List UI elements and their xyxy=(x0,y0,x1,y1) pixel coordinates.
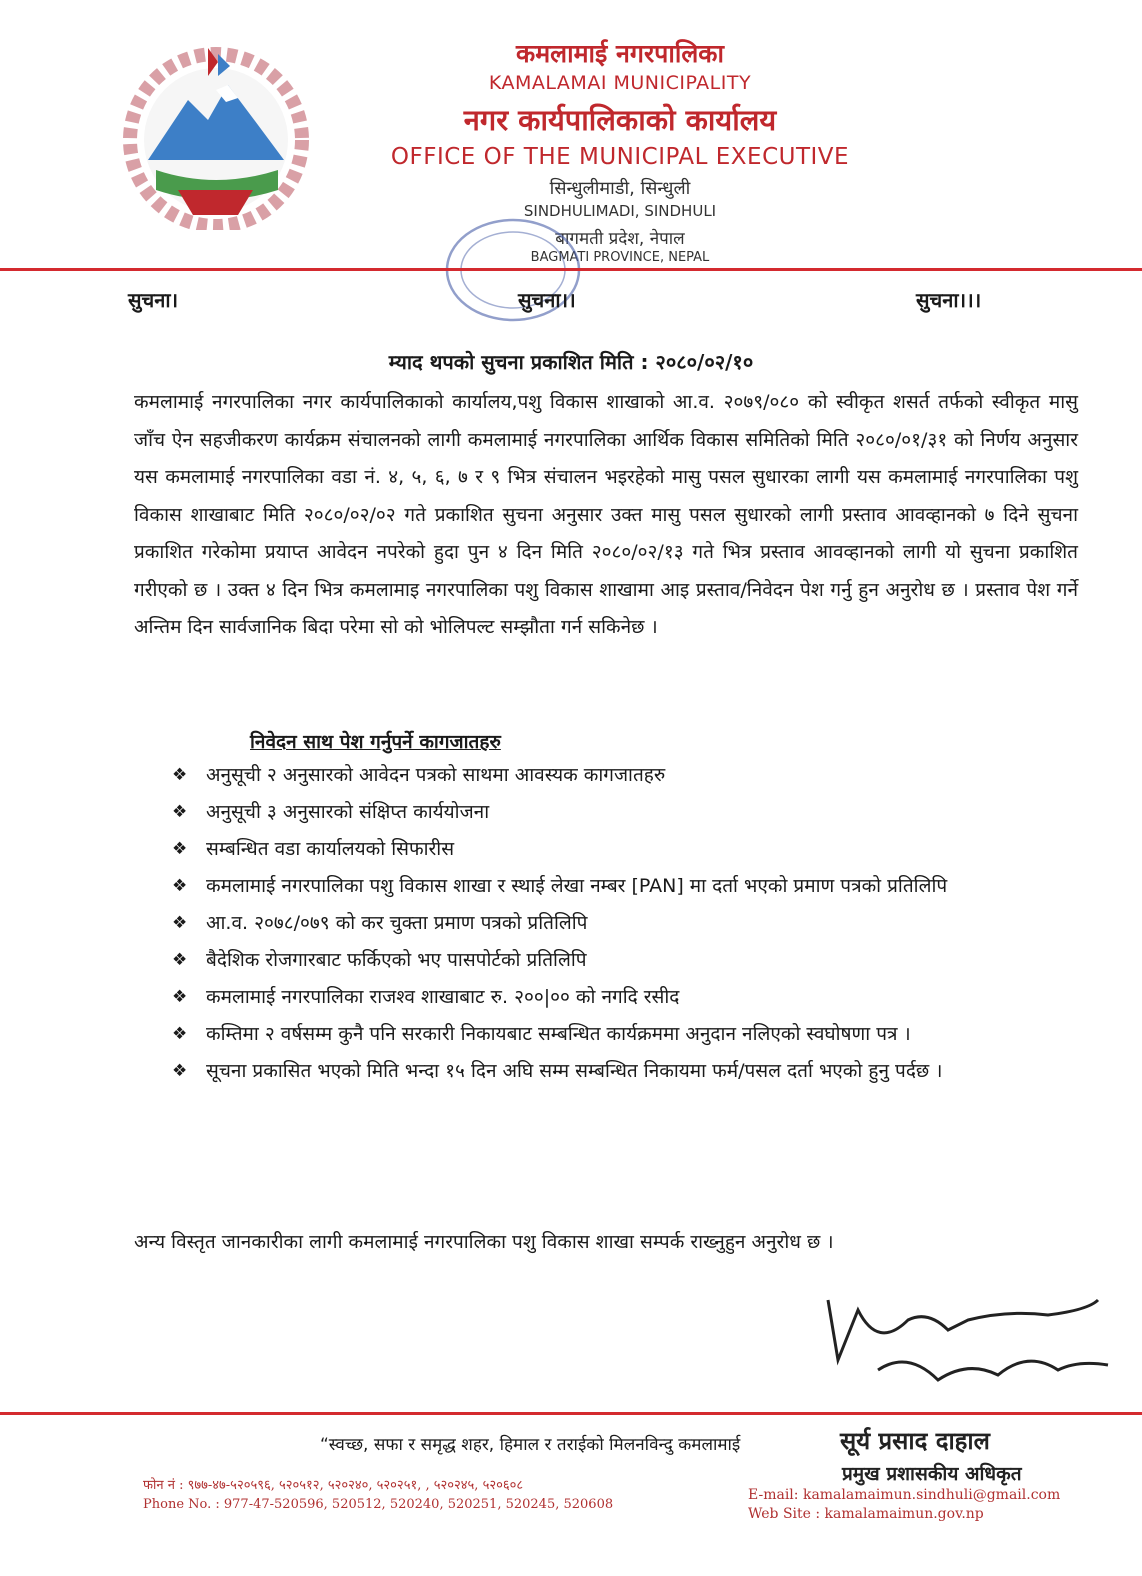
list-item: ❖ अनुसूची ३ अनुसारको संक्षिप्त कार्ययोजना xyxy=(172,795,1078,830)
phone-en: Phone No. : 977-47-520596, 520512, 520240, 520251, 520245, 520608 xyxy=(143,1497,614,1512)
list-item: ❖ कमलामाई नगरपालिका पशु विकास शाखा र स्थाई लेखा नम्बर [PAN] मा दर्ता भएको प्रमाण पत्रको प्रतिलिपि xyxy=(172,869,1078,904)
footer-motto: “स्वच्छ, सफा र समृद्ध शहर, हिमाल र तराईको मिलनविन्दु कमलामाई xyxy=(320,1435,741,1455)
diamond-bullet-icon: ❖ xyxy=(172,913,188,933)
notice-label-left: सुचना। xyxy=(128,288,179,312)
diamond-bullet-icon: ❖ xyxy=(172,950,188,970)
website-link[interactable]: Web Site : kamalamaimun.gov.np xyxy=(748,1506,984,1522)
header-divider xyxy=(0,268,1142,271)
notice-title: म्याद थपको सुचना प्रकाशित मिति : २०८०/०२/१० xyxy=(388,350,754,374)
diamond-bullet-icon: ❖ xyxy=(172,987,188,1007)
office-name-np: नगर कार्यपालिकाको कार्यालय xyxy=(463,103,777,137)
list-item: ❖ बैदेशिक रोजगारबाट फर्किएको भए पासपोर्टको प्रतिलिपि xyxy=(172,943,1078,978)
diamond-bullet-icon: ❖ xyxy=(172,839,188,859)
diamond-bullet-icon: ❖ xyxy=(172,1024,188,1044)
province-en: BAGMATI PROVINCE, NEPAL xyxy=(530,250,710,265)
diamond-bullet-icon: ❖ xyxy=(172,1061,188,1081)
handwritten-signature xyxy=(818,1290,1118,1410)
footer-divider xyxy=(0,1412,1142,1415)
place-np: सिन्धुलीमाडी, सिन्धुली xyxy=(549,178,691,199)
email-link[interactable]: E-mail: kamalamaimun.sindhuli@gmail.com xyxy=(748,1487,1061,1503)
diamond-bullet-icon: ❖ xyxy=(172,876,188,896)
notice-body: कमलामाई नगरपालिका नगर कार्यपालिकाको कार्यालय,पशु विकास शाखाको आ.व. २०७९/०८० को स्वीकृत शसर्त तर्फको स्वीकृत मासु जाँच ऐन सहजीकरण कार्यक्रम संचालनको लागी कमलामाई नगरपालिका आर्थिक विकास समितिको मिति २०८०/०१/३१ को निर्णय अनुसार यस कमलामाई नगरपालिका वडा नं. ४, ५, ६, ७ र ९ भित्र संचालन भइरहेको मासु पसल सुधारका लागी यस कमलामाई नगरपालिका पशु विकास शाखाबाट मिति २०८०/०२/०२ गते प्रकाशित सुचना अनुसार उक्त मासु पसल सुधारको लागी प्रस्ताव आवव्हानको ७ दिने सुचना प्रकाशित गरेकोमा प्रयाप्त आवेदन नपरेको हुदा पुन ४ दिन मिति २०८०/०२/१३ गते भित्र प्रस्ताव आवव्हानको लागी यो सुचना प्रकाशित गरीएको छ । उक्त ४ दिन भित्र कमलामाइ नगरपालिका पशु विकास शाखामा आइ प्रस्ताव/निवेदन पेश गर्नु हुन अनुरोध छ । प्रस्ताव पेश गर्ने अन्तिम दिन सार्वजानिक बिदा परेमा सो को भोलिपल्ट सम्झौता गर्न सकिनेछ । xyxy=(134,391,1078,638)
diamond-bullet-icon: ❖ xyxy=(172,765,188,785)
office-name-en: OFFICE OF THE MUNICIPAL EXECUTIVE xyxy=(390,144,850,170)
signatory-title: प्रमुख प्रशासकीय अधिकृत xyxy=(842,1463,1022,1485)
list-item: ❖ सूचना प्रकासित भएको मिति भन्दा १५ दिन अघि सम्म सम्बन्धित निकायमा फर्म/पसल दर्ता भएको हुनु पर्दछ । xyxy=(172,1054,1078,1089)
notice-label-right: सुचना।।। xyxy=(916,288,982,312)
place-en: SINDHULIMADI, SINDHULI xyxy=(523,202,717,220)
list-item: ❖ कम्तिमा २ वर्षसम्म कुनै पनि सरकारी निकायबाट सम्बन्धित कार्यक्रममा अनुदान नलिएको स्वघोषणा पत्र । xyxy=(172,1017,1078,1052)
requirements-list xyxy=(172,758,1078,1091)
list-item: ❖ अनुसूची २ अनुसारको आवेदन पत्रको साथमा आवस्यक कागजातहरु xyxy=(172,758,1078,793)
phone-np: फोन नं : ९७७-४७-५२०५९६, ५२०५१२, ५२०२४०, ५२०२५१, , ५२०२४५, ५२०६०८ xyxy=(143,1478,524,1493)
province-np: बागमती प्रदेश, नेपाल xyxy=(555,229,685,249)
requirements-heading: निवेदन साथ पेश गर्नुपर्ने कागजातहरु xyxy=(250,731,501,753)
signatory-name: सूर्य प्रसाद दाहाल xyxy=(840,1427,990,1455)
municipality-name-en: KAMALAMAI MUNICIPALITY xyxy=(488,72,752,94)
footer-contact xyxy=(748,1486,1060,1524)
notice-label-center: सुचना।। xyxy=(518,288,576,312)
list-item: ❖ सम्बन्धित वडा कार्यालयको सिफारीस xyxy=(172,832,1078,867)
diamond-bullet-icon: ❖ xyxy=(172,802,188,822)
municipality-name-np: कमलामाई नगरपालिका xyxy=(516,39,724,68)
list-item: ❖ आ.व. २०७८/०७९ को कर चुक्ता प्रमाण पत्रको प्रतिलिपि xyxy=(172,906,1078,941)
list-item: ❖ कमलामाई नगरपालिका राजश्व शाखाबाट रु. २००|०० को नगदि रसीद xyxy=(172,980,1078,1015)
footer-phone xyxy=(143,1476,613,1514)
closing-request: अन्य विस्तृत जानकारीका लागी कमलामाई नगरपालिका पशु विकास शाखा सम्पर्क राख्नुहुन अनुरोध छ । xyxy=(134,1231,834,1253)
nepal-emblem-logo xyxy=(108,40,324,230)
